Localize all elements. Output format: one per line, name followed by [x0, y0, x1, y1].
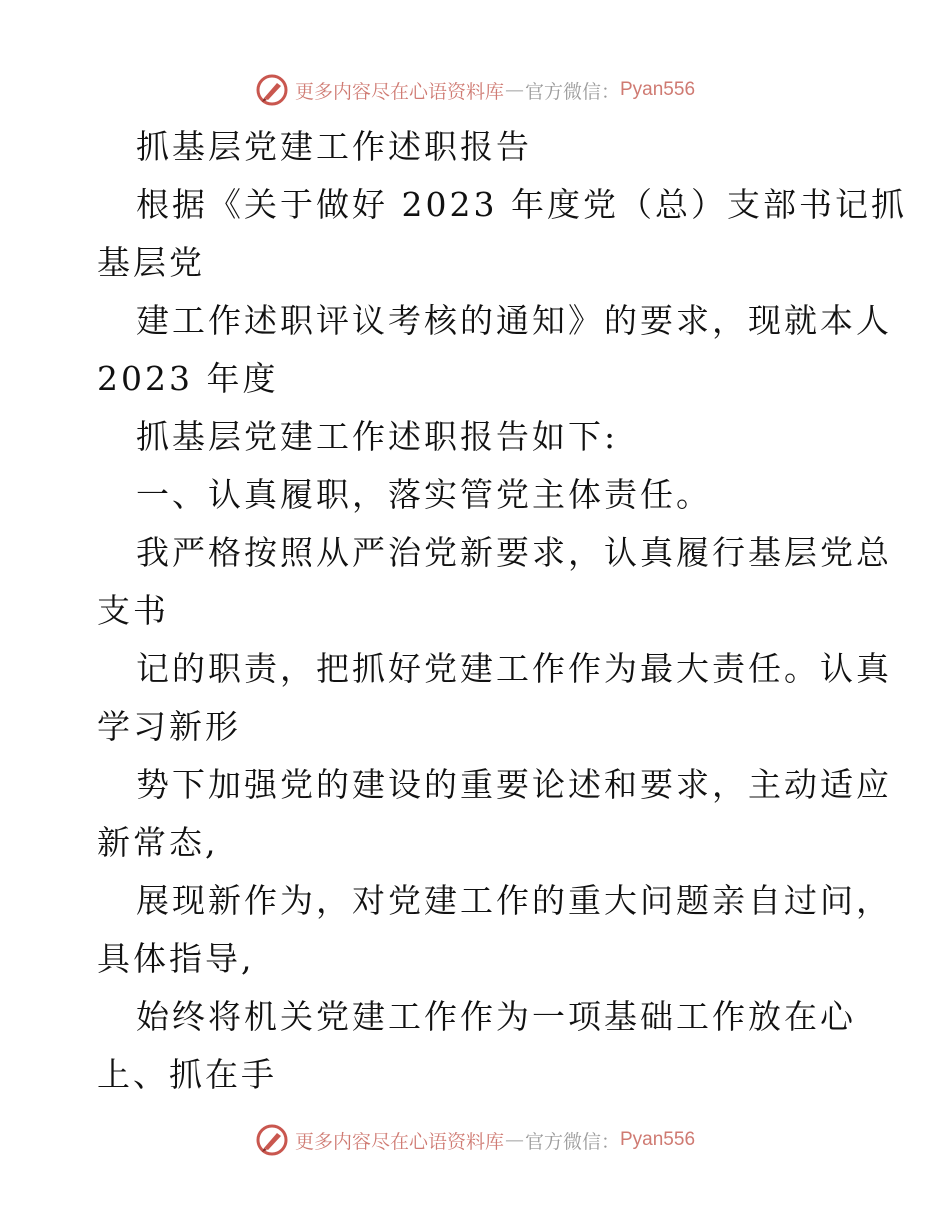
watermark-sub-text: 官方微信： — [524, 1130, 620, 1153]
document-body — [97, 118, 907, 1104]
watermark-id: Pyan556 — [620, 79, 696, 100]
text-line: 始终将机关党建工作作为一项基础工作放在心 — [136, 997, 856, 1036]
text-line: 势下加强党的建设的重要论述和要求，主动适应 — [136, 765, 892, 804]
header-watermark — [0, 70, 950, 110]
text-line: 根据《关于做好 2023 年度党（总）支部书记抓 — [136, 185, 907, 224]
text-line: 支书 — [97, 591, 169, 630]
watermark-main-text: 更多内容尽在心语资料库 — [294, 80, 504, 103]
document-title: 抓基层党建工作述职报告 — [136, 127, 532, 166]
watermark-separator: — — [504, 79, 524, 101]
watermark-main-text: 更多内容尽在心语资料库 — [294, 1130, 504, 1153]
text-line: 展现新作为，对党建工作的重大问题亲自过问， — [136, 881, 892, 920]
pen-logo-icon — [255, 1123, 289, 1157]
text-line: 具体指导, — [97, 939, 255, 978]
text-line: 抓基层党建工作述职报告如下: — [136, 417, 619, 456]
pen-logo-icon — [255, 73, 289, 107]
text-line: 新常态, — [97, 823, 219, 862]
watermark-separator: — — [504, 1129, 524, 1151]
text-line: 记的职责，把抓好党建工作作为最大责任。认真 — [136, 649, 892, 688]
watermark-sub-text: 官方微信： — [524, 80, 620, 103]
text-line: 2023 年度 — [97, 359, 279, 398]
watermark-id: Pyan556 — [620, 1129, 696, 1150]
text-line: 建工作述职评议考核的通知》的要求，现就本人 — [136, 301, 892, 340]
footer-watermark — [0, 1120, 950, 1160]
text-line: 学习新形 — [97, 707, 241, 746]
text-line: 我严格按照从严治党新要求，认真履行基层党总 — [136, 533, 892, 572]
text-line: 上、抓在手 — [97, 1055, 277, 1094]
text-line: 基层党 — [97, 243, 205, 282]
section-heading: 一、认真履职，落实管党主体责任。 — [136, 475, 712, 514]
